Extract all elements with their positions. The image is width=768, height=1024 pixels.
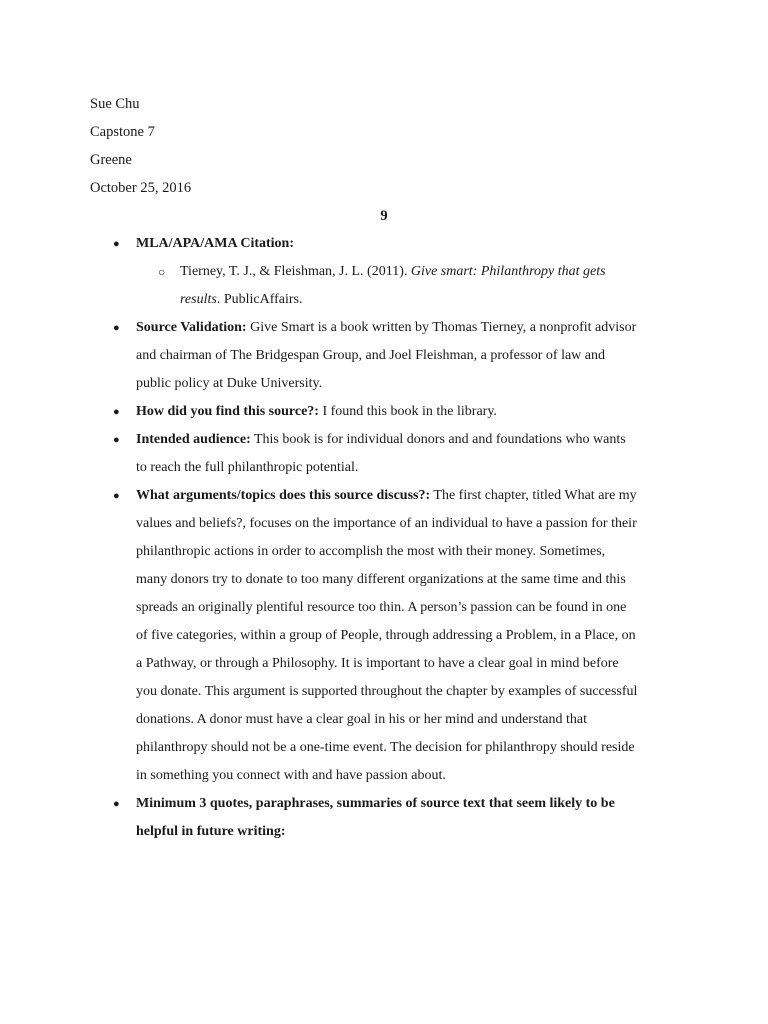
audience-paragraph	[136, 426, 696, 482]
arguments-line-1	[136, 482, 696, 510]
quotes-heading	[136, 790, 696, 846]
validation-line-1	[136, 314, 696, 342]
author-name: Sue Chu	[90, 96, 140, 112]
citation-title-part-1: Give smart: Philanthropy that gets	[410, 264, 606, 279]
citation-label: MLA/APA/AMA Citation:	[136, 236, 294, 251]
citation-title-part-2: results	[180, 292, 217, 307]
bullet-icon: ●	[113, 798, 120, 810]
citation-line-2	[180, 286, 680, 314]
quotes-label-line-1: Minimum 3 quotes, paraphrases, summaries of source text that seem likely to be	[136, 796, 615, 811]
citation-authors: Tierney, T. J., & Fleishman, J. L. (2011).	[180, 264, 411, 279]
audience-line-2: to reach the full philanthropic potential.	[136, 460, 359, 475]
arguments-line-6: of five categories, within a group of People, through addressing a Problem, in a Place, on	[136, 628, 636, 643]
citation-entry	[180, 258, 680, 314]
arguments-paragraph	[136, 482, 696, 790]
instructor-name: Greene	[90, 152, 132, 168]
sub-bullet-icon: ○	[158, 265, 166, 279]
audience-line-1	[136, 426, 696, 454]
arguments-label: What arguments/topics does this source discuss?:	[136, 488, 431, 503]
validation-paragraph	[136, 314, 696, 398]
validation-line-2: and chairman of The Bridgespan Group, and Joel Fleishman, a professor of law and	[136, 348, 606, 363]
validation-text: Give Smart is a book written by Thomas Tierney, a nonprofit advisor	[246, 320, 637, 335]
found-label: How did you find this source?:	[136, 404, 319, 419]
bullet-icon: ●	[113, 406, 120, 418]
found-text: I found this book in the library.	[318, 404, 497, 419]
course-name: Capstone 7	[90, 124, 155, 140]
bullet-icon: ●	[113, 238, 120, 250]
arguments-line-10: philanthropy should not be a one-time event. The decision for philanthropy should reside	[136, 740, 635, 755]
validation-label: Source Validation:	[136, 320, 247, 335]
arguments-line-7: a Pathway, or through a Philosophy. It is important to have a clear goal in mind before	[136, 656, 619, 671]
arguments-line-2: values and beliefs?, focuses on the importance of an individual to have a passion for their	[136, 516, 637, 531]
audience-text: This book is for individual donors and and foundations who wants	[250, 432, 626, 447]
bullet-icon: ●	[113, 490, 120, 502]
bullet-icon: ●	[113, 434, 120, 446]
arguments-line-5: spreads an originally plentiful resource too thin. A person’s passion can be found in one	[136, 600, 627, 615]
validation-line-3: public policy at Duke University.	[136, 376, 323, 391]
document-date: October 25, 2016	[90, 180, 192, 196]
citation-line-1	[180, 258, 680, 286]
citation-heading	[136, 230, 696, 258]
found-paragraph	[136, 398, 696, 426]
found-line	[136, 398, 696, 426]
arguments-line-3: philanthropic actions in order to accomplish the most with their money. Sometimes,	[136, 544, 606, 559]
arguments-text: The first chapter, titled What are my	[430, 488, 637, 503]
arguments-line-11: in something you connect with and have passion about.	[136, 768, 446, 783]
quotes-label-line-2: helpful in future writing:	[136, 824, 286, 839]
arguments-line-9: donations. A donor must have a clear goal in his or her mind and understand that	[136, 712, 588, 727]
arguments-line-8: you donate. This argument is supported throughout the chapter by examples of successful	[136, 684, 638, 699]
page-number: 9	[380, 208, 388, 224]
arguments-line-4: many donors try to donate to too many different organizations at the same time and this	[136, 572, 626, 587]
audience-label: Intended audience:	[136, 432, 251, 447]
citation-publisher: . PublicAffairs.	[216, 292, 303, 307]
bullet-icon: ●	[113, 322, 120, 334]
